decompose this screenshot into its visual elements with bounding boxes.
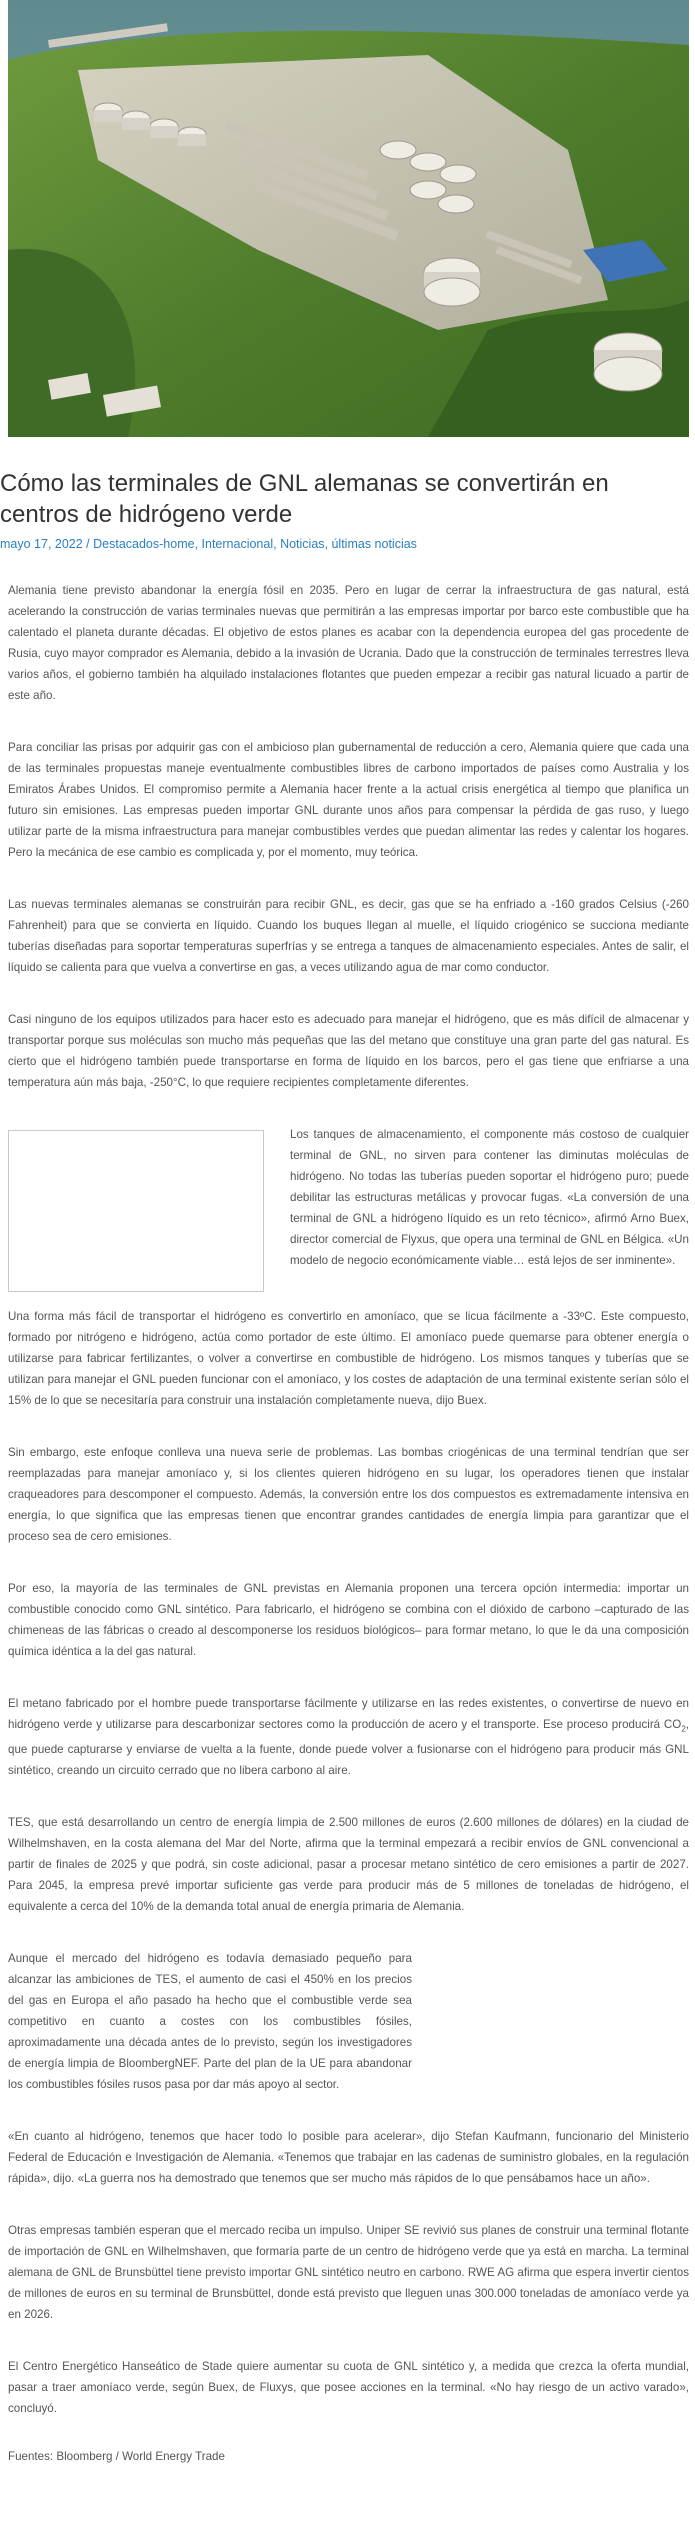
paragraph-beside-media: Los tanques de almacenamiento, el componente más costoso de cualquier terminal de GNL, no sirven para contener las diminutas moléculas de hidrógeno. No todas las tuberías pueden soportar el hidrógeno puro; puede debilitar las estructuras metálicas y provocar fugas. «La conversión de una terminal de GNL a hidrógeno líquido es un reto técnico», afirmó Arno Buex, director comercial de Flyxus, que opera una terminal de GNL en Bélgica. «Un modelo de negocio económicamente viable… está lejos de ser inminente». — [290, 1128, 689, 1267]
meta-separator: / — [82, 537, 94, 551]
hero-image — [8, 0, 689, 437]
article-date-link[interactable]: mayo 17, 2022 — [0, 537, 83, 551]
paragraph: «En cuanto al hidrógeno, tenemos que hacer todo lo posible para acelerar», dijo Stefan Kaufmann, funcionario del Ministerio Federal de Educación e Investigación de Alemania. «Tenemos que trabajar en las cadenas de suministro globales, en la regulación rápida», dijo. «La guerra nos ha demostrado que tenemos que ser mucho más rápidos de lo que pensábamos hace un año». — [8, 2130, 689, 2186]
category-link-internacional[interactable]: Internacional — [201, 537, 274, 551]
article-meta: mayo 17, 2022 / Destacados-home, Internacional, Noticias, últimas noticias — [0, 537, 417, 551]
paragraph: Casi ninguno de los equipos utilizados para hacer esto es adecuado para manejar el hidrógeno, que es más difícil de almacenar y transportar porque sus moléculas son mucho más pequeñas que las del metano que constituye una gran parte del gas natural. Es cierto que el hidrógeno también puede transportarse en forma de líquido en los barcos, pero el gas tiene que enfriarse a una temperatura aún más baja, -250°C, lo que requiere recipientes completamente diferentes. — [8, 1013, 689, 1089]
co2-text-before: El metano fabricado por el hombre puede transportarse fácilmente y utilizarse en las redes existentes, o convertirse de nuevo en hidrógeno verde y utilizarse para descarbonizar sectores como la producción de acero y el transporte. Ese proceso producirá CO — [8, 1697, 689, 1731]
paragraph: Para conciliar las prisas por adquirir gas con el ambicioso plan gubernamental de reducción a cero, Alemania quiere que cada una de las terminales propuestas maneje eventualmente combustibles libres de carbono importados de países como Australia y los Emiratos Árabes Unidos. El compromiso permite a Alemania hacer frente a la actual crisis energética al tiempo que planifica un futuro sin emisiones. Las empresas pueden importar GNL durante unos años para compensar la pérdida de gas ruso, y luego utilizar parte de la misma infraestructura para manejar combustibles verdes que puedan alimentar las redes y calentar los hogares. Pero la mecánica de ese cambio es complicada y, por el momento, muy teórica. — [8, 741, 689, 859]
paragraph: Una forma más fácil de transportar el hidrógeno es convertirlo en amoníaco, que se licua fácilmente a -33ºC. Este compuesto, formado por nitrógeno e hidrógeno, actúa como portador de este último. El amoníaco puede quemarse para obtener energía o utilizarse para fabricar fertilizantes, o volver a convertirse en combustible de hidrógeno. Los mismos tanques y tuberías que se utilizan para manejar el GNL pueden funcionar con el amoníaco, y los costes de adaptación de una terminal existente serían sólo el 15% de lo que se necesitaría para construir una instalación completamente nueva, dijo Buex. — [8, 1310, 689, 1407]
co2-text-after: , que puede capturarse y enviarse de vuelta a la fuente, donde puede volver a fusionarse con el hidrógeno para producir más GNL sintético, creando un circuito cerrado que no libera carbono al aire. — [8, 1718, 689, 1778]
category-link-noticias[interactable]: Noticias — [280, 537, 325, 551]
paragraph: Por eso, la mayoría de las terminales de GNL previstas en Alemania proponen una tercera opción intermedia: importar un combustible conocido como GNL sintético. Para fabricarlo, el hidrógeno se combina con el dióxido de carbono –capturado de las chimeneas de las fábricas o creado al descomponerse los residuos biológicos– para formar metano, lo que le da una composición química idéntica a la del gas natural. — [8, 1582, 689, 1658]
category-link-destacados[interactable]: Destacados-home — [93, 537, 195, 551]
article-body — [8, 580, 689, 2463]
article-sources: Fuentes: Bloomberg / World Energy Trade — [8, 2450, 225, 2464]
paragraph: Sin embargo, este enfoque conlleva una nueva serie de problemas. Las bombas criogénicas de una terminal tendrían que ser reemplazadas para manejar amoníaco y, si los clientes quieren hidrógeno en su lugar, los operadores tienen que instalar craqueadores para descomponer el compuesto. Además, la conversión entre los dos compuestos es extremadamente intensiva en energía, lo que significa que las empresas tienen que encontrar grandes cantidades de energía limpia para garantizar que el proceso sea de cero emisiones. — [8, 1446, 689, 1543]
paragraph-co2 — [8, 1693, 689, 1781]
paragraph: Otras empresas también esperan que el mercado reciba un impulso. Uniper SE revivió sus planes de construir una terminal flotante de importación de GNL en Wilhelmshaven, que formaría parte de un centro de hidrógeno verde que ya está en marcha. La terminal alemana de GNL de Brunsbüttel tiene previsto importar GNL sintético neutro en carbono. RWE AG afirma que espera invertir cientos de millones de euros en su terminal de Brunsbüttel, donde está previsto que lleguen unas 300.000 toneladas de amoníaco verde ya en 2026. — [8, 2224, 689, 2322]
category-link-ultimas[interactable]: últimas noticias — [331, 537, 417, 551]
co2-subscript: 2 — [681, 1724, 686, 1734]
paragraph: El Centro Energético Hanseático de Stade quiere aumentar su cuota de GNL sintético y, a medida que crezca la oferta mundial, pasar a traer amoníaco verde, según Buex, de Fluxys, que posee acciones en la terminal. «No hay riesgo de un activo varado», concluyó. — [8, 2360, 689, 2416]
paragraph-narrow: Aunque el mercado del hidrógeno es todavía demasiado pequeño para alcanzar las ambiciones de TES, el aumento de casi el 450% en los precios del gas en Europa el año pasado ha hecho que el combustible verde sea competitivo en cuanto a costes con los combustibles fósiles, aproximadamente una década antes de lo previsto, según los investigadores de energía limpia de BloombergNEF. Parte del plan de la UE para abandonar los combustibles fósiles rusos pasa por dar más apoyo al sector. — [8, 1952, 412, 2092]
paragraph: TES, que está desarrollando un centro de energía limpia de 2.500 millones de euros (2.600 millones de dólares) en la ciudad de Wilhelmshaven, en la costa alemana del Mar del Norte, afirma que la terminal empezará a recibir envíos de GNL convencional a partir de finales de 2025 y que podrá, sin coste adicional, pasar a procesar metano sintético de cero emisiones a partir de 2027. Para 2045, la empresa prevé importar suficiente gas verde para producir más de 5 millones de toneladas de hidrógeno, el equivalente a cerca del 10% de la demanda total anual de energía primaria de Alemania. — [8, 1816, 689, 1914]
paragraph: Alemania tiene previsto abandonar la energía fósil en 2035. Pero en lugar de cerrar la infraestructura de gas natural, está acelerando la construcción de varias terminales nuevas que permitirán a las empresas importar por barco este combustible que ha calentado el planeta durante décadas. El objetivo de estos planes es acabar con la dependencia europea del gas procedente de Rusia, cuyo mayor comprador es Alemania, debido a la invasión de Ucrania. Dado que la construcción de terminales terrestres lleva varios años, el gobierno también ha alquilado instalaciones flotantes que pueden empezar a recibir gas natural licuado a partir de este año. — [8, 584, 689, 702]
paragraph: Las nuevas terminales alemanas se construirán para recibir GNL, es decir, gas que se ha enfriado a -160 grados Celsius (-260 Fahrenheit) para que se convierta en líquido. Cuando los buques llegan al muelle, el líquido criogénico se succiona mediante tuberías diseñadas para soportar temperaturas superfrías y se entrega a tanques de almacenamiento especiales. Antes de salir, el líquido se calienta para que vuelva a convertirse en gas, a veces utilizando agua de mar como conductor. — [8, 898, 689, 974]
article-title: Cómo las terminales de GNL alemanas se convertirán en centros de hidrógeno verde — [0, 470, 609, 528]
embedded-media-placeholder — [8, 1130, 264, 1292]
